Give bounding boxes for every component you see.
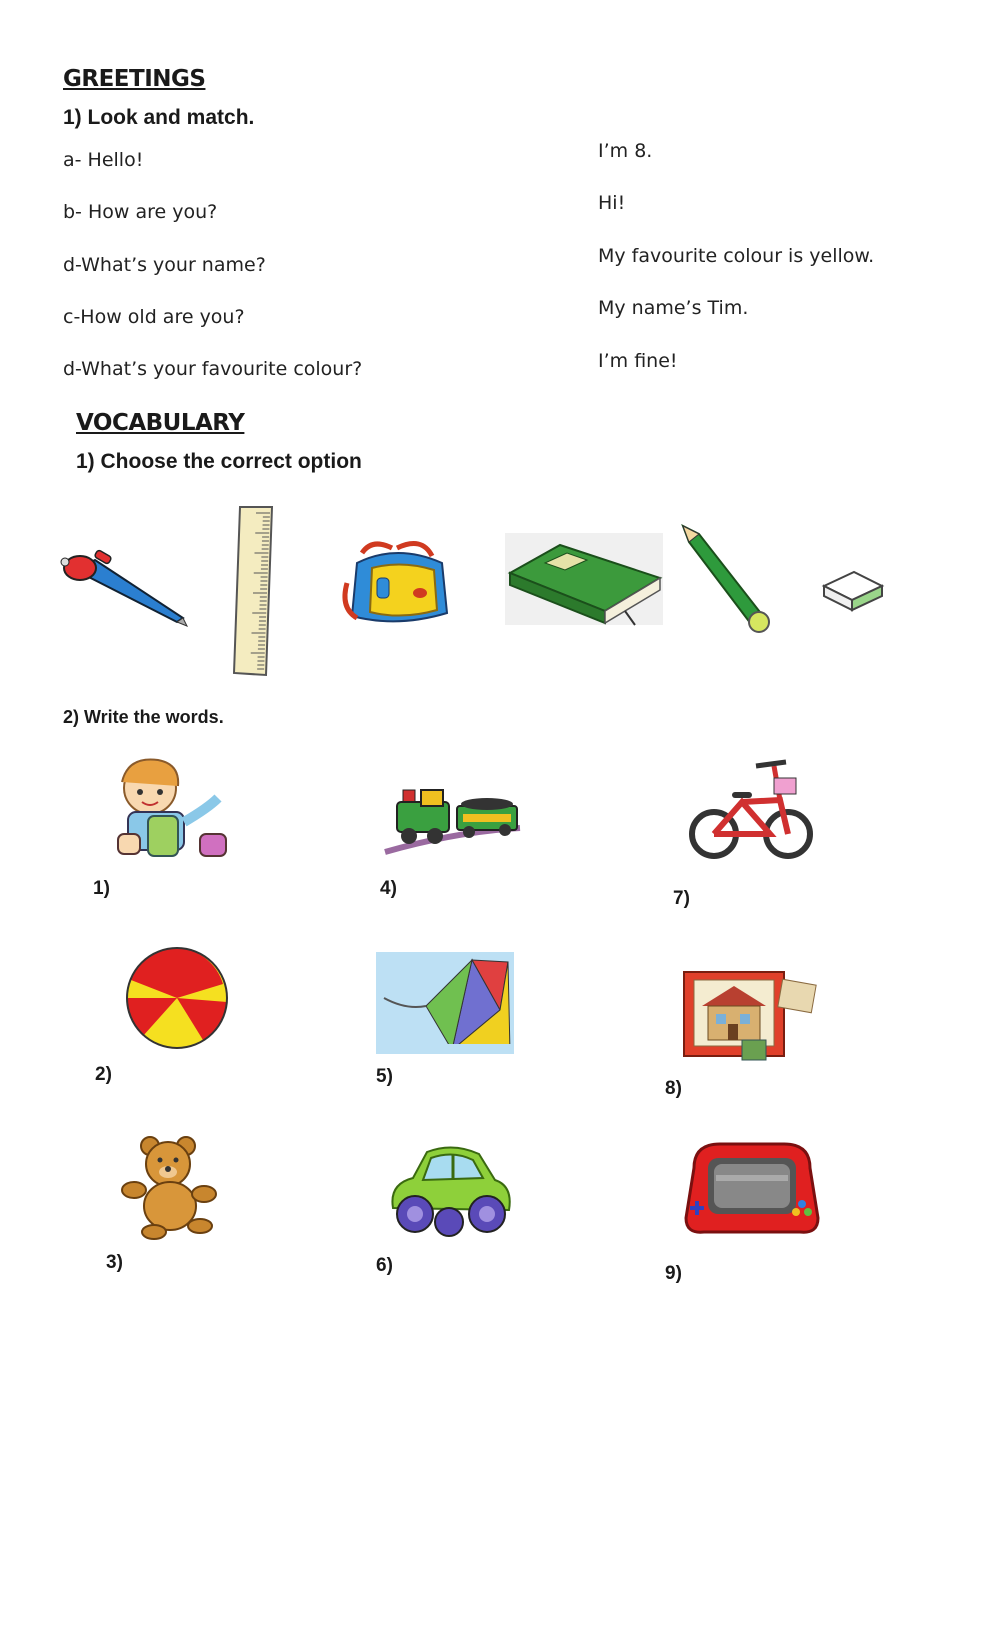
- toy-number: 5): [376, 1066, 393, 1087]
- question-item: a- Hello!: [63, 149, 144, 171]
- kite-icon: [376, 952, 514, 1054]
- eraser-icon: [820, 568, 886, 614]
- vocabulary-heading: VOCABULARY: [76, 410, 245, 436]
- answer-item: I’m 8.: [598, 140, 653, 162]
- teddy-bear-icon: [120, 1136, 220, 1240]
- answer-item: My favourite colour is yellow.: [598, 245, 875, 267]
- toy-number: 1): [93, 878, 110, 899]
- doll-icon: [108, 758, 233, 866]
- answer-item: Hi!: [598, 192, 626, 214]
- puzzle-icon: [682, 962, 818, 1066]
- pencil-icon: [681, 524, 771, 634]
- answer-item: My name’s Tim.: [598, 297, 749, 319]
- question-item: d-What’s your name?: [63, 254, 266, 276]
- write-instruction: 2) Write the words.: [63, 707, 224, 727]
- question-item: d-What’s your favourite colour?: [63, 358, 363, 380]
- answer-item: I’m fine!: [598, 350, 678, 372]
- ruler-icon: [232, 505, 277, 677]
- car-icon: [383, 1138, 517, 1242]
- choose-instruction: 1) Choose the correct option: [76, 450, 362, 473]
- backpack-icon: [342, 538, 452, 626]
- toy-number: 4): [380, 878, 397, 899]
- greetings-heading: GREETINGS: [63, 66, 206, 92]
- pen-icon: [55, 548, 190, 628]
- match-instruction: 1) Look and match.: [63, 106, 255, 129]
- video-game-icon: [680, 1138, 824, 1238]
- toy-number: 2): [95, 1064, 112, 1085]
- toy-number: 7): [673, 888, 690, 909]
- toy-number: 3): [106, 1252, 123, 1273]
- train-icon: [385, 770, 525, 862]
- question-item: b- How are you?: [63, 201, 218, 223]
- book-icon: [505, 533, 663, 625]
- question-item: c-How old are you?: [63, 306, 245, 328]
- toy-number: 6): [376, 1255, 393, 1276]
- bike-icon: [690, 752, 815, 862]
- ball-icon: [123, 944, 231, 1052]
- toy-number: 8): [665, 1078, 682, 1099]
- toy-number: 9): [665, 1263, 682, 1284]
